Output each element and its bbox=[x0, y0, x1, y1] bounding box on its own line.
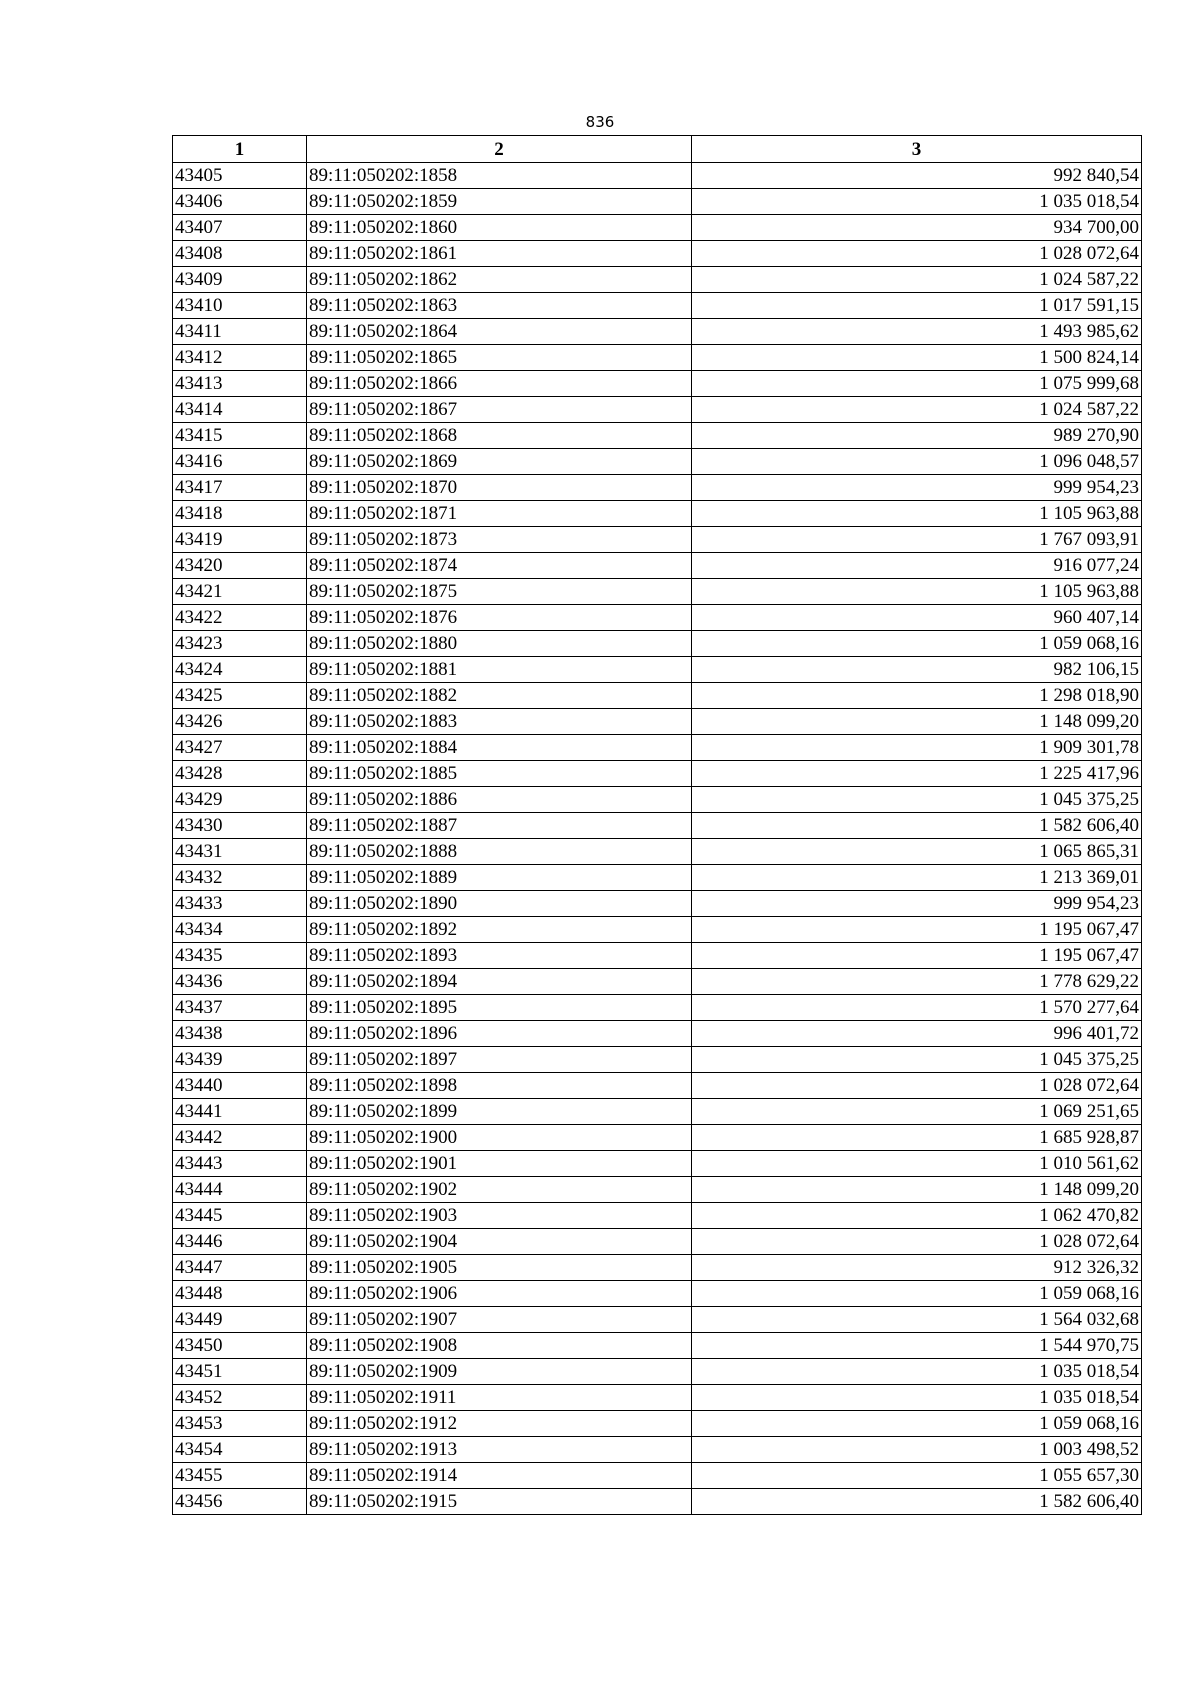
value-cell: 1 035 018,54 bbox=[692, 189, 1142, 215]
value-cell: 1 062 470,82 bbox=[692, 1203, 1142, 1229]
row-number-cell: 43448 bbox=[173, 1281, 307, 1307]
value-cell: 916 077,24 bbox=[692, 553, 1142, 579]
cadastral-number-cell: 89:11:050202:1907 bbox=[307, 1307, 692, 1333]
cadastral-number-cell: 89:11:050202:1909 bbox=[307, 1359, 692, 1385]
cadastral-number-cell: 89:11:050202:1873 bbox=[307, 527, 692, 553]
row-number-cell: 43432 bbox=[173, 865, 307, 891]
row-number-cell: 43412 bbox=[173, 345, 307, 371]
table-row bbox=[173, 501, 1142, 527]
row-number-cell: 43416 bbox=[173, 449, 307, 475]
table-row bbox=[173, 865, 1142, 891]
table-row bbox=[173, 1099, 1142, 1125]
cadastral-number-cell: 89:11:050202:1887 bbox=[307, 813, 692, 839]
table-row bbox=[173, 813, 1142, 839]
table-row bbox=[173, 1021, 1142, 1047]
value-cell: 1 105 963,88 bbox=[692, 579, 1142, 605]
table-row bbox=[173, 1359, 1142, 1385]
table-row bbox=[173, 995, 1142, 1021]
cadastral-number-cell: 89:11:050202:1908 bbox=[307, 1333, 692, 1359]
row-number-cell: 43444 bbox=[173, 1177, 307, 1203]
row-number-cell: 43417 bbox=[173, 475, 307, 501]
row-number-cell: 43437 bbox=[173, 995, 307, 1021]
cadastral-number-cell: 89:11:050202:1913 bbox=[307, 1437, 692, 1463]
cadastral-number-cell: 89:11:050202:1881 bbox=[307, 657, 692, 683]
row-number-cell: 43425 bbox=[173, 683, 307, 709]
row-number-cell: 43455 bbox=[173, 1463, 307, 1489]
cadastral-number-cell: 89:11:050202:1897 bbox=[307, 1047, 692, 1073]
table-row bbox=[173, 891, 1142, 917]
row-number-cell: 43406 bbox=[173, 189, 307, 215]
table-row bbox=[173, 319, 1142, 345]
row-number-cell: 43438 bbox=[173, 1021, 307, 1047]
column-header-1: 1 bbox=[173, 136, 307, 163]
row-number-cell: 43405 bbox=[173, 163, 307, 189]
cadastral-number-cell: 89:11:050202:1902 bbox=[307, 1177, 692, 1203]
row-number-cell: 43449 bbox=[173, 1307, 307, 1333]
cadastral-number-cell: 89:11:050202:1871 bbox=[307, 501, 692, 527]
cadastral-number-cell: 89:11:050202:1896 bbox=[307, 1021, 692, 1047]
cadastral-number-cell: 89:11:050202:1899 bbox=[307, 1099, 692, 1125]
value-cell: 1 570 277,64 bbox=[692, 995, 1142, 1021]
value-cell: 1 028 072,64 bbox=[692, 1073, 1142, 1099]
table-row bbox=[173, 553, 1142, 579]
table-row bbox=[173, 1281, 1142, 1307]
value-cell: 989 270,90 bbox=[692, 423, 1142, 449]
table-row bbox=[173, 1333, 1142, 1359]
column-header-3: 3 bbox=[692, 136, 1142, 163]
cadastral-number-cell: 89:11:050202:1866 bbox=[307, 371, 692, 397]
table-row bbox=[173, 1463, 1142, 1489]
value-cell: 1 045 375,25 bbox=[692, 1047, 1142, 1073]
table-row bbox=[173, 449, 1142, 475]
value-cell: 1 003 498,52 bbox=[692, 1437, 1142, 1463]
row-number-cell: 43440 bbox=[173, 1073, 307, 1099]
cadastral-number-cell: 89:11:050202:1869 bbox=[307, 449, 692, 475]
cadastral-number-cell: 89:11:050202:1862 bbox=[307, 267, 692, 293]
cadastral-number-cell: 89:11:050202:1870 bbox=[307, 475, 692, 501]
row-number-cell: 43422 bbox=[173, 605, 307, 631]
table-row bbox=[173, 1047, 1142, 1073]
cadastral-number-cell: 89:11:050202:1895 bbox=[307, 995, 692, 1021]
table-row bbox=[173, 1437, 1142, 1463]
table-row bbox=[173, 371, 1142, 397]
value-cell: 1 096 048,57 bbox=[692, 449, 1142, 475]
row-number-cell: 43419 bbox=[173, 527, 307, 553]
table-row bbox=[173, 943, 1142, 969]
value-cell: 1 035 018,54 bbox=[692, 1359, 1142, 1385]
value-cell: 1 564 032,68 bbox=[692, 1307, 1142, 1333]
table-row bbox=[173, 1151, 1142, 1177]
table-row bbox=[173, 735, 1142, 761]
table-row bbox=[173, 605, 1142, 631]
header-row bbox=[173, 136, 1142, 163]
row-number-cell: 43411 bbox=[173, 319, 307, 345]
row-number-cell: 43439 bbox=[173, 1047, 307, 1073]
cadastral-number-cell: 89:11:050202:1898 bbox=[307, 1073, 692, 1099]
value-cell: 1 195 067,47 bbox=[692, 943, 1142, 969]
cadastral-number-cell: 89:11:050202:1888 bbox=[307, 839, 692, 865]
table-row bbox=[173, 917, 1142, 943]
row-number-cell: 43445 bbox=[173, 1203, 307, 1229]
cadastral-number-cell: 89:11:050202:1911 bbox=[307, 1385, 692, 1411]
cadastral-number-cell: 89:11:050202:1861 bbox=[307, 241, 692, 267]
value-cell: 1 195 067,47 bbox=[692, 917, 1142, 943]
row-number-cell: 43452 bbox=[173, 1385, 307, 1411]
cadastral-number-cell: 89:11:050202:1884 bbox=[307, 735, 692, 761]
value-cell: 1 500 824,14 bbox=[692, 345, 1142, 371]
value-cell: 996 401,72 bbox=[692, 1021, 1142, 1047]
table-row bbox=[173, 345, 1142, 371]
cadastral-number-cell: 89:11:050202:1892 bbox=[307, 917, 692, 943]
row-number-cell: 43430 bbox=[173, 813, 307, 839]
row-number-cell: 43423 bbox=[173, 631, 307, 657]
cadastral-number-cell: 89:11:050202:1893 bbox=[307, 943, 692, 969]
row-number-cell: 43443 bbox=[173, 1151, 307, 1177]
table-row bbox=[173, 423, 1142, 449]
table-row bbox=[173, 969, 1142, 995]
table-row bbox=[173, 1073, 1142, 1099]
table-row bbox=[173, 683, 1142, 709]
cadastral-number-cell: 89:11:050202:1867 bbox=[307, 397, 692, 423]
row-number-cell: 43429 bbox=[173, 787, 307, 813]
value-cell: 1 544 970,75 bbox=[692, 1333, 1142, 1359]
value-cell: 1 148 099,20 bbox=[692, 1177, 1142, 1203]
table-row bbox=[173, 657, 1142, 683]
cadastral-number-cell: 89:11:050202:1890 bbox=[307, 891, 692, 917]
row-number-cell: 43415 bbox=[173, 423, 307, 449]
value-cell: 1 225 417,96 bbox=[692, 761, 1142, 787]
cadastral-number-cell: 89:11:050202:1859 bbox=[307, 189, 692, 215]
row-number-cell: 43451 bbox=[173, 1359, 307, 1385]
value-cell: 992 840,54 bbox=[692, 163, 1142, 189]
cadastral-number-cell: 89:11:050202:1900 bbox=[307, 1125, 692, 1151]
table-row bbox=[173, 241, 1142, 267]
table-row bbox=[173, 631, 1142, 657]
table-row bbox=[173, 1203, 1142, 1229]
value-cell: 1 909 301,78 bbox=[692, 735, 1142, 761]
value-cell: 1 685 928,87 bbox=[692, 1125, 1142, 1151]
value-cell: 1 035 018,54 bbox=[692, 1385, 1142, 1411]
cadastral-number-cell: 89:11:050202:1901 bbox=[307, 1151, 692, 1177]
table-row bbox=[173, 1255, 1142, 1281]
cadastral-number-cell: 89:11:050202:1863 bbox=[307, 293, 692, 319]
cadastral-number-cell: 89:11:050202:1915 bbox=[307, 1489, 692, 1515]
table-row bbox=[173, 1125, 1142, 1151]
row-number-cell: 43431 bbox=[173, 839, 307, 865]
cadastral-number-cell: 89:11:050202:1864 bbox=[307, 319, 692, 345]
table-row bbox=[173, 1385, 1142, 1411]
table-row bbox=[173, 1177, 1142, 1203]
table-row bbox=[173, 397, 1142, 423]
row-number-cell: 43453 bbox=[173, 1411, 307, 1437]
table-row bbox=[173, 293, 1142, 319]
row-number-cell: 43426 bbox=[173, 709, 307, 735]
cadastral-number-cell: 89:11:050202:1914 bbox=[307, 1463, 692, 1489]
row-number-cell: 43436 bbox=[173, 969, 307, 995]
row-number-cell: 43410 bbox=[173, 293, 307, 319]
cadastral-number-cell: 89:11:050202:1912 bbox=[307, 1411, 692, 1437]
table-row bbox=[173, 189, 1142, 215]
table-row bbox=[173, 267, 1142, 293]
cadastral-number-cell: 89:11:050202:1883 bbox=[307, 709, 692, 735]
row-number-cell: 43409 bbox=[173, 267, 307, 293]
row-number-cell: 43446 bbox=[173, 1229, 307, 1255]
cadastral-number-cell: 89:11:050202:1874 bbox=[307, 553, 692, 579]
value-cell: 1 778 629,22 bbox=[692, 969, 1142, 995]
cadastral-number-cell: 89:11:050202:1882 bbox=[307, 683, 692, 709]
cadastral-number-cell: 89:11:050202:1886 bbox=[307, 787, 692, 813]
value-cell: 999 954,23 bbox=[692, 891, 1142, 917]
row-number-cell: 43420 bbox=[173, 553, 307, 579]
table-row bbox=[173, 475, 1142, 501]
row-number-cell: 43442 bbox=[173, 1125, 307, 1151]
value-cell: 1 213 369,01 bbox=[692, 865, 1142, 891]
value-cell: 1 055 657,30 bbox=[692, 1463, 1142, 1489]
table-row bbox=[173, 163, 1142, 189]
row-number-cell: 43434 bbox=[173, 917, 307, 943]
value-cell: 1 298 018,90 bbox=[692, 683, 1142, 709]
table-row bbox=[173, 1229, 1142, 1255]
cadastral-number-cell: 89:11:050202:1906 bbox=[307, 1281, 692, 1307]
table-row bbox=[173, 215, 1142, 241]
cadastral-number-cell: 89:11:050202:1885 bbox=[307, 761, 692, 787]
value-cell: 1 059 068,16 bbox=[692, 631, 1142, 657]
page-number: 836 bbox=[585, 113, 615, 131]
cadastral-number-cell: 89:11:050202:1889 bbox=[307, 865, 692, 891]
row-number-cell: 43450 bbox=[173, 1333, 307, 1359]
value-cell: 1 024 587,22 bbox=[692, 267, 1142, 293]
row-number-cell: 43441 bbox=[173, 1099, 307, 1125]
value-cell: 960 407,14 bbox=[692, 605, 1142, 631]
value-cell: 1 069 251,65 bbox=[692, 1099, 1142, 1125]
cadastral-number-cell: 89:11:050202:1880 bbox=[307, 631, 692, 657]
table-row bbox=[173, 761, 1142, 787]
row-number-cell: 43447 bbox=[173, 1255, 307, 1281]
value-cell: 1 017 591,15 bbox=[692, 293, 1142, 319]
cadastral-number-cell: 89:11:050202:1868 bbox=[307, 423, 692, 449]
table-row bbox=[173, 1307, 1142, 1333]
cadastral-number-cell: 89:11:050202:1904 bbox=[307, 1229, 692, 1255]
table-row bbox=[173, 709, 1142, 735]
cadastral-number-cell: 89:11:050202:1858 bbox=[307, 163, 692, 189]
value-cell: 1 582 606,40 bbox=[692, 813, 1142, 839]
value-cell: 1 010 561,62 bbox=[692, 1151, 1142, 1177]
cadastral-number-cell: 89:11:050202:1876 bbox=[307, 605, 692, 631]
registry-table bbox=[172, 135, 1142, 1515]
table-row bbox=[173, 579, 1142, 605]
table-row bbox=[173, 1489, 1142, 1515]
value-cell: 1 059 068,16 bbox=[692, 1281, 1142, 1307]
row-number-cell: 43414 bbox=[173, 397, 307, 423]
value-cell: 1 028 072,64 bbox=[692, 241, 1142, 267]
row-number-cell: 43424 bbox=[173, 657, 307, 683]
cadastral-number-cell: 89:11:050202:1865 bbox=[307, 345, 692, 371]
value-cell: 1 767 093,91 bbox=[692, 527, 1142, 553]
column-header-2: 2 bbox=[307, 136, 692, 163]
table-row bbox=[173, 839, 1142, 865]
row-number-cell: 43408 bbox=[173, 241, 307, 267]
value-cell: 1 045 375,25 bbox=[692, 787, 1142, 813]
value-cell: 982 106,15 bbox=[692, 657, 1142, 683]
table-row bbox=[173, 527, 1142, 553]
row-number-cell: 43428 bbox=[173, 761, 307, 787]
row-number-cell: 43427 bbox=[173, 735, 307, 761]
cadastral-number-cell: 89:11:050202:1860 bbox=[307, 215, 692, 241]
value-cell: 1 148 099,20 bbox=[692, 709, 1142, 735]
value-cell: 1 028 072,64 bbox=[692, 1229, 1142, 1255]
value-cell: 1 059 068,16 bbox=[692, 1411, 1142, 1437]
cadastral-number-cell: 89:11:050202:1894 bbox=[307, 969, 692, 995]
value-cell: 912 326,32 bbox=[692, 1255, 1142, 1281]
row-number-cell: 43454 bbox=[173, 1437, 307, 1463]
row-number-cell: 43435 bbox=[173, 943, 307, 969]
value-cell: 1 582 606,40 bbox=[692, 1489, 1142, 1515]
value-cell: 1 065 865,31 bbox=[692, 839, 1142, 865]
row-number-cell: 43418 bbox=[173, 501, 307, 527]
row-number-cell: 43456 bbox=[173, 1489, 307, 1515]
value-cell: 934 700,00 bbox=[692, 215, 1142, 241]
value-cell: 1 075 999,68 bbox=[692, 371, 1142, 397]
cadastral-number-cell: 89:11:050202:1903 bbox=[307, 1203, 692, 1229]
value-cell: 1 105 963,88 bbox=[692, 501, 1142, 527]
table-row bbox=[173, 1411, 1142, 1437]
row-number-cell: 43433 bbox=[173, 891, 307, 917]
row-number-cell: 43407 bbox=[173, 215, 307, 241]
value-cell: 1 024 587,22 bbox=[692, 397, 1142, 423]
value-cell: 1 493 985,62 bbox=[692, 319, 1142, 345]
cadastral-number-cell: 89:11:050202:1905 bbox=[307, 1255, 692, 1281]
row-number-cell: 43421 bbox=[173, 579, 307, 605]
table-row bbox=[173, 787, 1142, 813]
cadastral-number-cell: 89:11:050202:1875 bbox=[307, 579, 692, 605]
value-cell: 999 954,23 bbox=[692, 475, 1142, 501]
row-number-cell: 43413 bbox=[173, 371, 307, 397]
